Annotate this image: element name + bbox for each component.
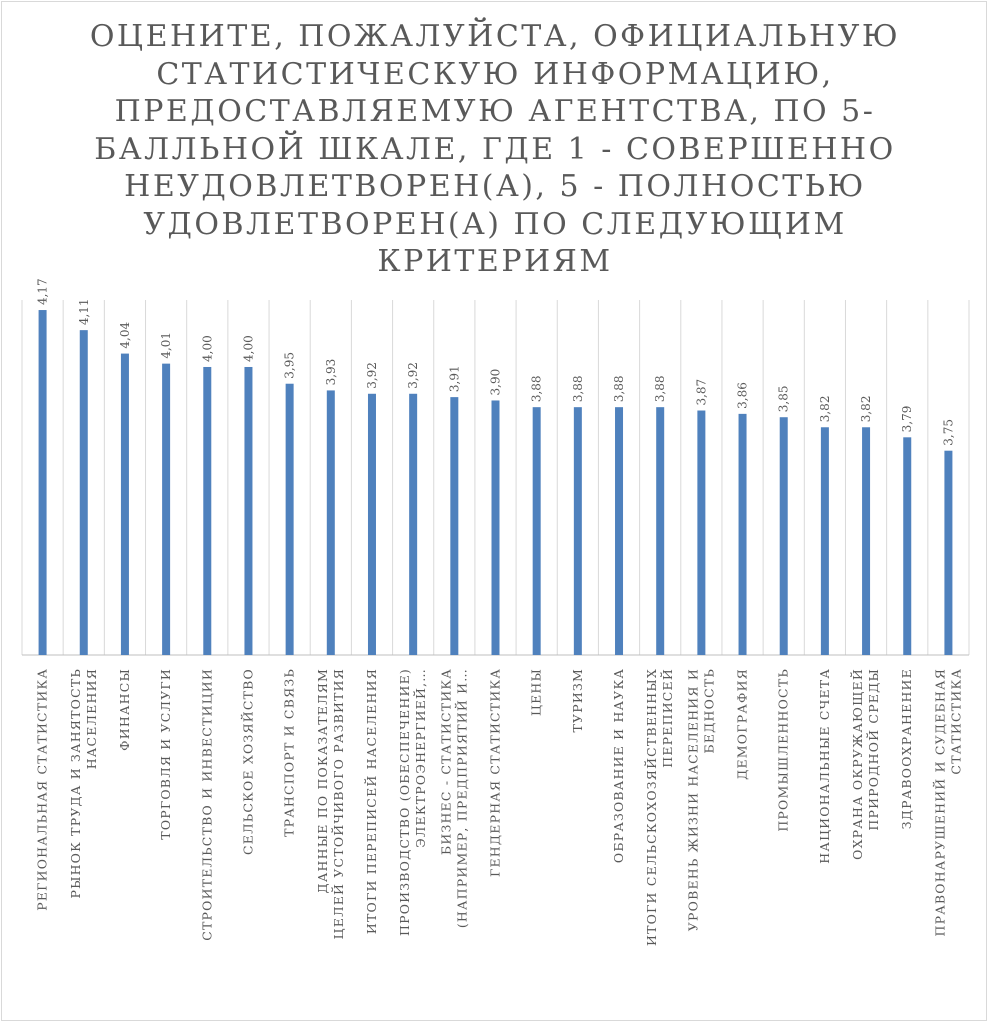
tick-label: БЕДНОСТЬ (701, 668, 717, 754)
data-label: 4,00 (241, 335, 256, 362)
bar (80, 330, 88, 655)
tick-label: ДЕМОГРАФИЯ (734, 668, 750, 780)
bar (821, 427, 829, 655)
bar (944, 451, 952, 655)
data-label: 3,87 (694, 378, 709, 406)
data-label: 3,92 (364, 362, 379, 389)
data-label: 3,93 (323, 358, 338, 386)
bar (409, 394, 417, 655)
data-label: 3,82 (859, 395, 874, 423)
tick-label: ЭЛЕКТРОЭНЕРГИЕЙ,… (413, 668, 429, 848)
data-label: 4,00 (200, 335, 215, 362)
tick-label: ПЕРЕПИСЕЙ (660, 668, 676, 768)
data-label: 3,75 (941, 418, 956, 446)
tick-label: ТУРИЗМ (569, 668, 585, 733)
tick-label: ПРИРОДНОЙ СРЕДЫ (866, 667, 882, 831)
bar (697, 411, 705, 655)
bar (615, 407, 623, 655)
data-label: 3,79 (900, 405, 915, 433)
tick-label: ТРАНСПОРТ И СВЯЗЬ (281, 668, 297, 837)
bar (656, 407, 664, 655)
tick-label: ФИНАНСЫ (116, 668, 132, 751)
bar (739, 414, 747, 655)
bar (903, 437, 911, 655)
bar (450, 397, 458, 655)
tick-label: НАСЕЛЕНИЯ (83, 668, 99, 770)
bar (574, 407, 582, 655)
bar (162, 364, 170, 655)
bar (368, 394, 376, 655)
bar (492, 400, 500, 655)
data-label: 3,85 (776, 385, 791, 413)
tick-label: БИЗНЕС - СТАТИСТИКА (438, 668, 454, 855)
tick-label: РЫНОК ТРУДА И ЗАНЯТОСТЬ (67, 668, 83, 899)
tick-label: ОБРАЗОВАНИЕ И НАУКА (611, 668, 627, 864)
tick-label: НАЦИОНАЛЬНЫЕ СЧЕТА (816, 668, 832, 864)
tick-label: СЕЛЬСКОЕ ХОЗЯЙСТВО (240, 668, 256, 855)
data-label: 3,88 (612, 375, 627, 403)
tick-label: УРОВЕНЬ ЖИЗНИ НАСЕЛЕНИЯ И (685, 668, 701, 932)
data-label: 4,11 (76, 298, 91, 326)
tick-label: ЗДРАВООХРАНЕНИЕ (899, 668, 915, 830)
tick-label: ДАННЫЕ ПО ПОКАЗАТЕЛЯМ (314, 668, 330, 894)
tick-label: РЕГИОНАЛЬНАЯ СТАТИСТИКА (34, 668, 50, 911)
tick-label: (НАПРИМЕР, ПРЕДПРИЯТИЙ И… (454, 668, 470, 929)
data-label: 3,92 (406, 362, 421, 389)
tick-label: ПРОИЗВОДСТВО (ОБЕСПЕЧЕНИЕ) (397, 668, 413, 936)
bar (203, 367, 211, 655)
tick-label: СТРОИТЕЛЬСТВО И ИНВЕСТИЦИИ (199, 668, 215, 941)
data-label: 3,95 (282, 352, 297, 379)
bar (244, 367, 252, 655)
tick-label: ЦЕНЫ (528, 668, 544, 717)
data-label: 3,91 (447, 365, 462, 393)
bar (286, 384, 294, 655)
data-label: 3,86 (735, 382, 750, 409)
bar (39, 310, 47, 655)
tick-label: ЦЕЛЕЙ УСТОЙЧИВОГО РАЗВИТИЯ (330, 668, 346, 940)
tick-label: ИТОГИ СЕЛЬСКОХОЗЯЙСТВЕННЫХ (644, 668, 660, 947)
data-label: 4,17 (35, 278, 50, 306)
tick-label: ГЕНДЕРНАЯ СТАТИСТИКА (487, 668, 503, 877)
bar (780, 417, 788, 655)
bar (327, 390, 335, 655)
data-label: 3,88 (653, 375, 668, 403)
data-label: 3,88 (529, 375, 544, 403)
chart-title: ОЦЕНИТЕ, ПОЖАЛУЙСТА, ОФИЦИАЛЬНУЮ СТАТИСТИЧЕСКУЮ ИНФОРМАЦИЮ, ПРЕДОСТАВЛЯЕМУЮ АГЕНТСТВА, ПО 5-БАЛЛЬНОЙ ШКАЛЕ, ГДЕ 1 - СОВЕРШЕННО НЕУДОВЛЕТВОРЕН(А), 5 - ПОЛНОСТЬЮ УДОВЛЕТВОРЕН(А) ПО СЛЕДУЮЩИМ КРИТЕРИЯМ (89, 19, 901, 279)
tick-label: ОХРАНА ОКРУЖАЮЩЕЙ (850, 667, 866, 860)
data-label: 3,88 (570, 375, 585, 403)
tick-label: СТАТИСТИКА (948, 668, 964, 775)
tick-label: ТОРГОВЛЯ И УСЛУГИ (158, 668, 174, 840)
data-label: 4,04 (117, 321, 132, 349)
data-label: 3,90 (488, 368, 503, 396)
data-label: 3,82 (817, 395, 832, 423)
data-label: 4,01 (159, 331, 174, 359)
bar (533, 407, 541, 655)
tick-label: ПРОМЫШЛЕННОСТЬ (775, 668, 791, 832)
tick-label: ИТОГИ ПЕРЕПИСЕЙ НАСЕЛЕНИЯ (363, 668, 379, 935)
bar (862, 427, 870, 655)
bar (121, 354, 129, 655)
tick-label: ПРАВОНАРУШЕНИЙ И СУДЕБНАЯ (932, 668, 948, 937)
